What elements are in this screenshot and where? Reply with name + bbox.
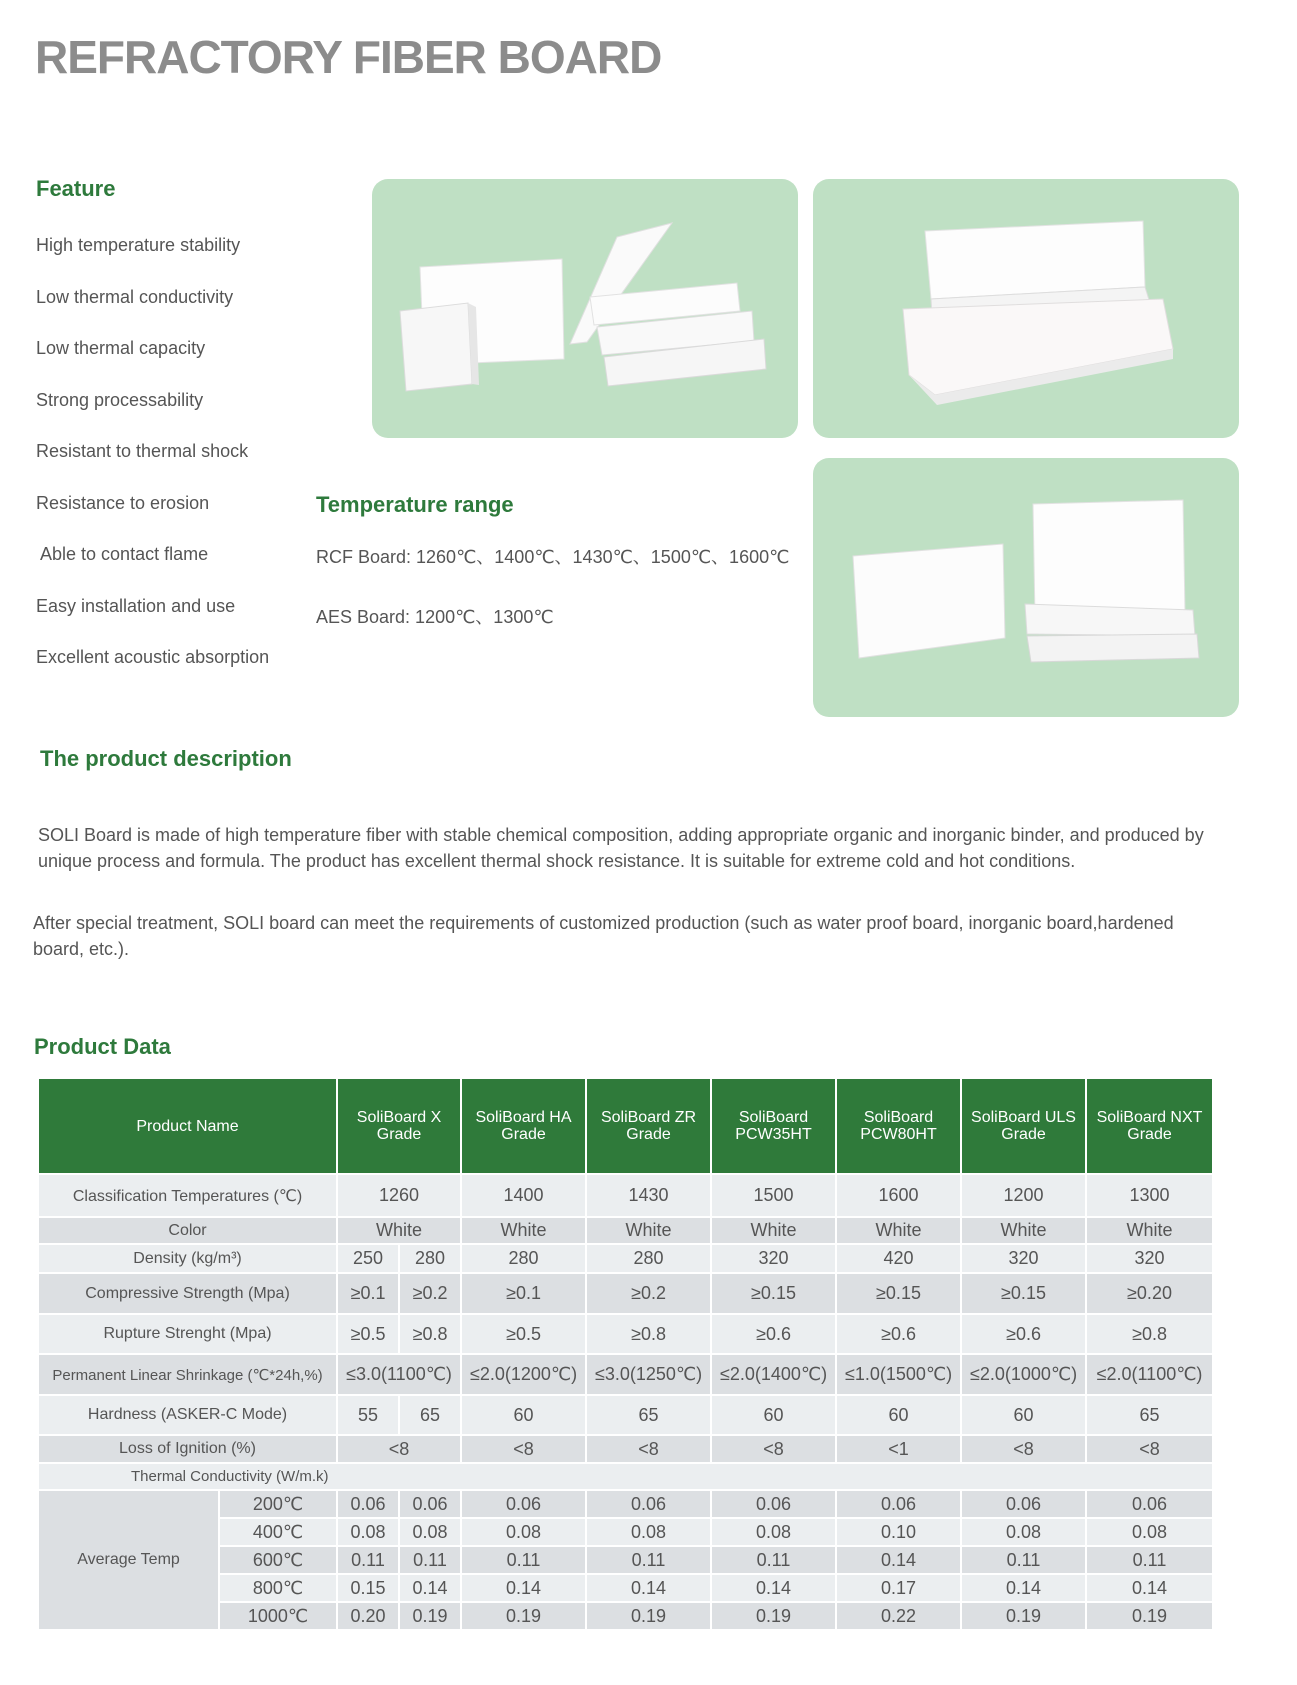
table-cell: White xyxy=(1086,1217,1213,1244)
table-cell: ≤1.0(1500℃) xyxy=(836,1354,961,1395)
temp-cell: 600℃ xyxy=(219,1546,337,1574)
header-grade: SoliBoard PCW80HT xyxy=(836,1078,961,1174)
table-cell: White xyxy=(461,1217,586,1244)
header-grade: SoliBoard NXT Grade xyxy=(1086,1078,1213,1174)
header-grade: SoliBoard ZR Grade xyxy=(586,1078,711,1174)
row-label: Classification Temperatures (℃) xyxy=(38,1174,337,1217)
header-product-name: Product Name xyxy=(38,1078,337,1174)
table-cell: 0.14 xyxy=(711,1574,836,1602)
table-cell: ≥0.2 xyxy=(586,1273,711,1314)
table-cell: 0.14 xyxy=(1086,1574,1213,1602)
table-cell: <8 xyxy=(461,1435,586,1463)
product-photo-1 xyxy=(372,179,798,438)
table-cell: 0.08 xyxy=(461,1518,586,1546)
product-data-heading: Product Data xyxy=(34,1034,171,1059)
table-cell: White xyxy=(711,1217,836,1244)
table-cell: ≥0.15 xyxy=(711,1273,836,1314)
table-cell: 0.11 xyxy=(337,1546,399,1574)
feature-item: Strong processability xyxy=(36,389,204,410)
page-title: REFRACTORY FIBER BOARD xyxy=(35,31,662,83)
table-cell: ≥0.8 xyxy=(586,1314,711,1354)
table-cell: 280 xyxy=(586,1244,711,1273)
thermal-conductivity-label: Thermal Conductivity (W/m.k) xyxy=(38,1463,1213,1490)
table-cell: 420 xyxy=(836,1244,961,1273)
table-cell: 65 xyxy=(399,1395,461,1435)
temp-cell: 1000℃ xyxy=(219,1602,337,1630)
table-cell: ≥0.5 xyxy=(337,1314,399,1354)
table-cell: 1430 xyxy=(586,1174,711,1217)
table-cell: ≤2.0(1400℃) xyxy=(711,1354,836,1395)
header-grade: SoliBoard X Grade xyxy=(337,1078,461,1174)
table-cell: 0.06 xyxy=(961,1490,1086,1518)
row-label: Color xyxy=(38,1217,337,1244)
table-cell: ≥0.1 xyxy=(461,1273,586,1314)
table-cell: 0.11 xyxy=(1086,1546,1213,1574)
table-cell: 65 xyxy=(586,1395,711,1435)
feature-heading: Feature xyxy=(36,176,116,201)
table-cell: 0.11 xyxy=(961,1546,1086,1574)
table-cell: 0.22 xyxy=(836,1602,961,1630)
feature-item: Resistant to thermal shock xyxy=(36,441,249,461)
product-photo-3 xyxy=(813,458,1239,717)
table-cell: 1600 xyxy=(836,1174,961,1217)
table-cell: ≥0.1 xyxy=(337,1273,399,1314)
table-cell: 0.06 xyxy=(337,1490,399,1518)
table-cell: 0.06 xyxy=(1086,1490,1213,1518)
table-cell: 320 xyxy=(711,1244,836,1273)
table-cell: ≥0.5 xyxy=(461,1314,586,1354)
feature-item: Excellent acoustic absorption xyxy=(36,647,270,667)
product-data-table xyxy=(37,1077,1214,1631)
feature-item: Able to contact flame xyxy=(36,544,209,564)
row-label: Rupture Strenght (Mpa) xyxy=(38,1314,337,1354)
table-cell: 0.08 xyxy=(961,1518,1086,1546)
feature-item: Low thermal conductivity xyxy=(36,286,234,307)
header-grade: SoliBoard PCW35HT xyxy=(711,1078,836,1174)
table-cell: 250 xyxy=(337,1244,399,1273)
feature-item: Easy installation and use xyxy=(36,595,236,616)
header-grade: SoliBoard HA Grade xyxy=(461,1078,586,1174)
table-cell: 1500 xyxy=(711,1174,836,1217)
table-cell: 65 xyxy=(1086,1395,1213,1435)
table-cell: ≤3.0(1250℃) xyxy=(586,1354,711,1395)
table-cell: <8 xyxy=(337,1435,461,1463)
table-cell: ≥0.8 xyxy=(1086,1314,1213,1354)
table-cell: ≤3.0(1100℃) xyxy=(337,1354,461,1395)
table-cell: ≤2.0(1000℃) xyxy=(961,1354,1086,1395)
table-cell: 60 xyxy=(711,1395,836,1435)
table-cell: 280 xyxy=(461,1244,586,1273)
table-cell: <1 xyxy=(836,1435,961,1463)
table-cell: <8 xyxy=(711,1435,836,1463)
table-cell: 0.06 xyxy=(461,1490,586,1518)
feature-item: Low thermal capacity xyxy=(36,338,206,358)
table-cell: 0.06 xyxy=(399,1490,461,1518)
table-cell: 0.06 xyxy=(836,1490,961,1518)
table-cell: 60 xyxy=(961,1395,1086,1435)
table-cell: ≥0.20 xyxy=(1086,1273,1213,1314)
table-cell: 1260 xyxy=(337,1174,461,1217)
table-cell: 320 xyxy=(961,1244,1086,1273)
table-cell: 0.08 xyxy=(711,1518,836,1546)
table-cell: 0.08 xyxy=(1086,1518,1213,1546)
table-cell: 60 xyxy=(836,1395,961,1435)
table-cell: 0.14 xyxy=(586,1574,711,1602)
feature-item: High temperature stability xyxy=(36,235,241,255)
table-cell: 0.08 xyxy=(586,1518,711,1546)
table-cell: 0.17 xyxy=(836,1574,961,1602)
table-cell: White xyxy=(961,1217,1086,1244)
table-cell: 0.15 xyxy=(337,1574,399,1602)
table-cell: White xyxy=(586,1217,711,1244)
table-cell: ≥0.6 xyxy=(711,1314,836,1354)
table-cell: ≥0.15 xyxy=(836,1273,961,1314)
table-cell: <8 xyxy=(1086,1435,1213,1463)
table-cell: 0.14 xyxy=(961,1574,1086,1602)
description-heading: The product description xyxy=(40,746,292,771)
row-label: Density (kg/m³) xyxy=(38,1244,337,1273)
rcf-board-temps: RCF Board: 1260℃、1400℃、1430℃、1500℃、1600℃ xyxy=(316,547,790,567)
average-temp-label: Average Temp xyxy=(38,1490,219,1630)
row-label: Loss of Ignition (%) xyxy=(38,1435,337,1463)
table-cell: 0.08 xyxy=(399,1518,461,1546)
table-cell: 0.19 xyxy=(586,1602,711,1630)
table-cell: 0.11 xyxy=(711,1546,836,1574)
table-cell: 0.08 xyxy=(337,1518,399,1546)
row-label: Hardness (ASKER-C Mode) xyxy=(38,1395,337,1435)
temp-cell: 800℃ xyxy=(219,1574,337,1602)
table-cell: 0.14 xyxy=(461,1574,586,1602)
table-cell: 0.20 xyxy=(337,1602,399,1630)
table-cell: 55 xyxy=(337,1395,399,1435)
table-cell: 0.10 xyxy=(836,1518,961,1546)
table-cell: 320 xyxy=(1086,1244,1213,1273)
table-cell: 1200 xyxy=(961,1174,1086,1217)
table-cell: 0.19 xyxy=(461,1602,586,1630)
feature-item: Resistance to erosion xyxy=(36,492,210,513)
table-cell: 0.19 xyxy=(961,1602,1086,1630)
table-cell: White xyxy=(836,1217,961,1244)
table-cell: ≥0.2 xyxy=(399,1273,461,1314)
table-cell: 280 xyxy=(399,1244,461,1273)
table-cell: <8 xyxy=(586,1435,711,1463)
table-cell: ≥0.8 xyxy=(399,1314,461,1354)
table-cell: 60 xyxy=(461,1395,586,1435)
table-cell: ≥0.15 xyxy=(961,1273,1086,1314)
table-cell: ≤2.0(1100℃) xyxy=(1086,1354,1213,1395)
table-cell: White xyxy=(337,1217,461,1244)
table-cell: 1400 xyxy=(461,1174,586,1217)
row-label: Compressive Strength (Mpa) xyxy=(38,1273,337,1314)
table-cell: 0.11 xyxy=(461,1546,586,1574)
table-cell: 0.14 xyxy=(836,1546,961,1574)
table-cell: 0.11 xyxy=(586,1546,711,1574)
table-cell: 0.19 xyxy=(711,1602,836,1630)
table-cell: 1300 xyxy=(1086,1174,1213,1217)
table-cell: <8 xyxy=(961,1435,1086,1463)
table-cell: 0.06 xyxy=(586,1490,711,1518)
table-cell: 0.19 xyxy=(1086,1602,1213,1630)
temp-cell: 200℃ xyxy=(219,1490,337,1518)
description-paragraph-1: SOLI Board is made of high temperature fiber with stable chemical composition, adding appropriate organic and inorganic binder, and produced by unique process and formula. The product has excellent thermal shock resistance. It is suitable for extreme cold and hot conditions. xyxy=(38,825,1204,871)
description-paragraph-2: After special treatment, SOLI board can meet the requirements of customized production (such as water proof board, inorganic board,hardened board, etc.). xyxy=(33,913,1174,959)
row-label: Permanent Linear Shrinkage (℃*24h,%) xyxy=(38,1354,337,1395)
table-cell: ≤2.0(1200℃) xyxy=(461,1354,586,1395)
temp-cell: 400℃ xyxy=(219,1518,337,1546)
table-cell: 0.06 xyxy=(711,1490,836,1518)
table-cell: 0.14 xyxy=(399,1574,461,1602)
table-cell: 0.11 xyxy=(399,1546,461,1574)
temperature-range-heading: Temperature range xyxy=(316,492,514,517)
product-photo-2 xyxy=(813,179,1239,438)
header-grade: SoliBoard ULS Grade xyxy=(961,1078,1086,1174)
table-cell: 0.19 xyxy=(399,1602,461,1630)
feature-list xyxy=(36,234,269,698)
aes-board-temps: AES Board: 1200℃、1300℃ xyxy=(316,607,554,627)
table-cell: ≥0.6 xyxy=(961,1314,1086,1354)
table-cell: ≥0.6 xyxy=(836,1314,961,1354)
